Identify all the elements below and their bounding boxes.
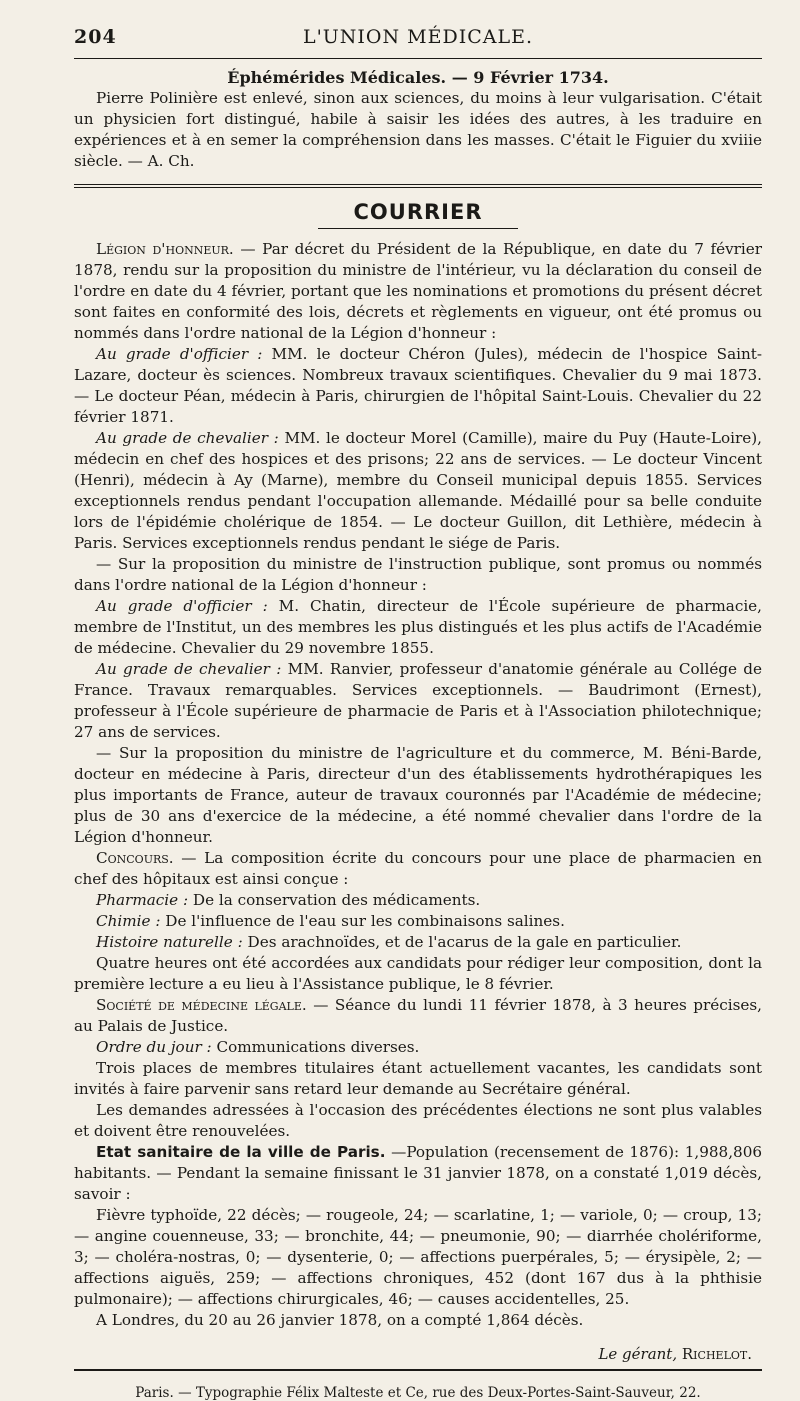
histoire-text: Des arachnoïdes, et de l'acarus de la gale en particulier. xyxy=(247,933,682,951)
officier2-paragraph xyxy=(74,596,762,659)
chevalier2-text: MM. Ranvier, professeur d'anatomie générale au Collége de France. Travaux remarquables. Services exceptionnels. — Baudrimont (Ernest), professeur à l'École supérieure de pharmacie de Paris et à l'Association philotechnique; 27 ans de services. xyxy=(74,660,763,741)
etat-heading: Etat sanitaire de la ville de Paris. xyxy=(96,1143,386,1161)
ordre-paragraph xyxy=(74,1037,762,1058)
courrier-section xyxy=(74,239,762,1331)
ordre-text: Communications diverses. xyxy=(216,1038,420,1056)
legion-lead: Légion d'honneur. xyxy=(96,240,234,258)
chevalier1-text: MM. le docteur Morel (Camille), maire du Puy (Haute-Loire), médecin en chef des hospices et des prisons; 22 ans de services. — Le docteur Vincent (Henri), médecin à Ay (Marne), membre du Conseil municipal depuis 1855. Services exceptionnels rendus pendant l'occupation allemande. Médaillé pour sa belle conduite lors de l'épidémie cholérique de 1854. — Le docteur Guillon, dit Lethière, médecin à Paris. Services exceptionnels rendus pendant le siége de Paris. xyxy=(74,429,762,552)
gerant-name: Richelot. xyxy=(681,1345,752,1363)
etat-paragraph xyxy=(74,1142,762,1205)
concours-paragraph xyxy=(74,848,762,890)
officier1-label: Au grade d'officier : xyxy=(96,345,263,363)
demandes-paragraph: Les demandes adressées à l'occasion des précédentes élections ne sont plus valables et doivent être renouvelées. xyxy=(74,1101,762,1140)
etat-text: —Population (recensement de 1876): 1,988,806 habitants. — Pendant la semaine finissant le 31 janvier 1878, on a constaté 1,019 décès, savoir : xyxy=(74,1143,763,1203)
gerant-label: Le gérant, xyxy=(598,1345,678,1363)
chevalier2-label: Au grade de chevalier : xyxy=(96,660,282,678)
ephemerides-section xyxy=(74,67,762,172)
courrier-title: COURRIER xyxy=(353,200,483,224)
legion-intro: — Par décret du Président de la République, en date du 7 février 1878, rendu sur la proposition du ministre de l'intérieur, vu la déclaration du conseil de l'ordre en date du 4 février, portant que les nominations et promotions du présent décret sont faites en conformité des lois, décrets et règlements en vigueur, ont été promus ou nommés dans l'ordre national de la Légion d'honneur : xyxy=(74,240,763,342)
page-number: 204 xyxy=(74,26,117,48)
pharmacie-text: De la conservation des médicaments. xyxy=(192,891,481,909)
printer-imprint: Paris. — Typographie Félix Malteste et Ce, rue des Deux-Portes-Saint-Sauveur, 22. xyxy=(135,1385,701,1401)
societe-paragraph xyxy=(74,995,762,1037)
journal-title: L'UNION MÉDICALE. xyxy=(302,26,534,48)
chevalier2-paragraph xyxy=(74,659,762,743)
ephemerides-text: Pierre Polinière est enlevé, sinon aux sciences, du moins à leur vulgarisation. C'était un physicien fort distingué, habile à saisir les idées des autres, à les traduire en expériences et à en semer la compréhension dans les masses. C'était le Figuier du xviiie siècle. — A. Ch. xyxy=(74,89,762,170)
fievre-paragraph: Fièvre typhoïde, 22 décès; — rougeole, 24; — scarlatine, 1; — variole, 0; — croup, 13; — angine couenneuse, 33; — bronchite, 44; — pneumonie, 90; — diarrhée cholériforme, 3; — choléra-nostras, 0; — dysenterie, 0; — affections puerpérales, 5; — érysipèle, 2; — affections aiguës, 259; — affections chroniques, 452 (dont 167 dus à la phthisie pulmonaire); — affections chirurgicales, 46; — causes accidentelles, 25. xyxy=(74,1206,762,1308)
chimie-label: Chimie : xyxy=(96,912,161,930)
officier1-paragraph xyxy=(74,344,762,428)
chimie-paragraph xyxy=(74,911,762,932)
section-divider xyxy=(74,184,762,188)
instruction-paragraph: — Sur la proposition du ministre de l'instruction publique, sont promus ou nommés dans l'ordre national de la Légion d'honneur : xyxy=(74,555,762,594)
quatre-heures-paragraph: Quatre heures ont été accordées aux candidats pour rédiger leur composition, dont la première lecture a eu lieu à l'Assistance publique, le 8 février. xyxy=(74,954,762,993)
histoire-label: Histoire naturelle : xyxy=(96,933,243,951)
trois-places-paragraph: Trois places de membres titulaires étant actuellement vacantes, les candidats sont invités à faire parvenir sans retard leur demande au Secrétaire général. xyxy=(74,1059,762,1098)
running-head xyxy=(74,26,762,58)
header-rule xyxy=(74,58,762,59)
chimie-text: De l'influence de l'eau sur les combinaisons salines. xyxy=(165,912,565,930)
chevalier1-paragraph xyxy=(74,428,762,554)
pharmacie-paragraph xyxy=(74,890,762,911)
ephemerides-heading: Éphémérides Médicales. — 9 Février 1734. xyxy=(227,68,609,87)
chevalier1-label: Au grade de chevalier : xyxy=(96,429,279,447)
courrier-rule xyxy=(318,228,518,229)
societe-lead: Société de médecine légale. xyxy=(96,996,307,1014)
histoire-paragraph xyxy=(74,932,762,953)
concours-text: — La composition écrite du concours pour une place de pharmacien en chef des hôpitaux est ainsi conçue : xyxy=(74,849,762,888)
pharmacie-label: Pharmacie : xyxy=(96,891,189,909)
officier2-label: Au grade d'officier : xyxy=(96,597,268,615)
officier2-text: M. Chatin, directeur de l'École supérieure de pharmacie, membre de l'Institut, un des membres les plus distingués et les plus actifs de l'Académie de médecine. Chevalier du 29 novembre 1855. xyxy=(74,597,763,657)
londres-paragraph: A Londres, du 20 au 26 janvier 1878, on a compté 1,864 décès. xyxy=(96,1311,584,1329)
agriculture-paragraph: — Sur la proposition du ministre de l'agriculture et du commerce, M. Béni-Barde, docteur en médecine à Paris, directeur d'un des établissements hydrothérapiques les plus importants de France, auteur de travaux couronnés par l'Académie de médecine; plus de 30 ans d'exercice de la médecine, a été nommé chevalier dans l'ordre de la Légion d'honneur. xyxy=(74,744,762,846)
footer-rule xyxy=(74,1369,762,1371)
societe-text: — Séance du lundi 11 février 1878, à 3 heures précises, au Palais de Justice. xyxy=(74,996,762,1035)
gerant-signature xyxy=(74,1345,752,1363)
officier1-text: MM. le docteur Chéron (Jules), médecin de l'hospice Saint-Lazare, docteur ès sciences. Nombreux travaux scientifiques. Chevalier du 9 mai 1873. — Le docteur Péan, médecin à Paris, chirurgien de l'hôpital Saint-Louis. Chevalier du 22 février 1871. xyxy=(74,345,762,426)
legion-paragraph xyxy=(74,239,762,344)
ordre-label: Ordre du jour : xyxy=(96,1038,212,1056)
concours-lead: Concours. xyxy=(96,849,174,867)
